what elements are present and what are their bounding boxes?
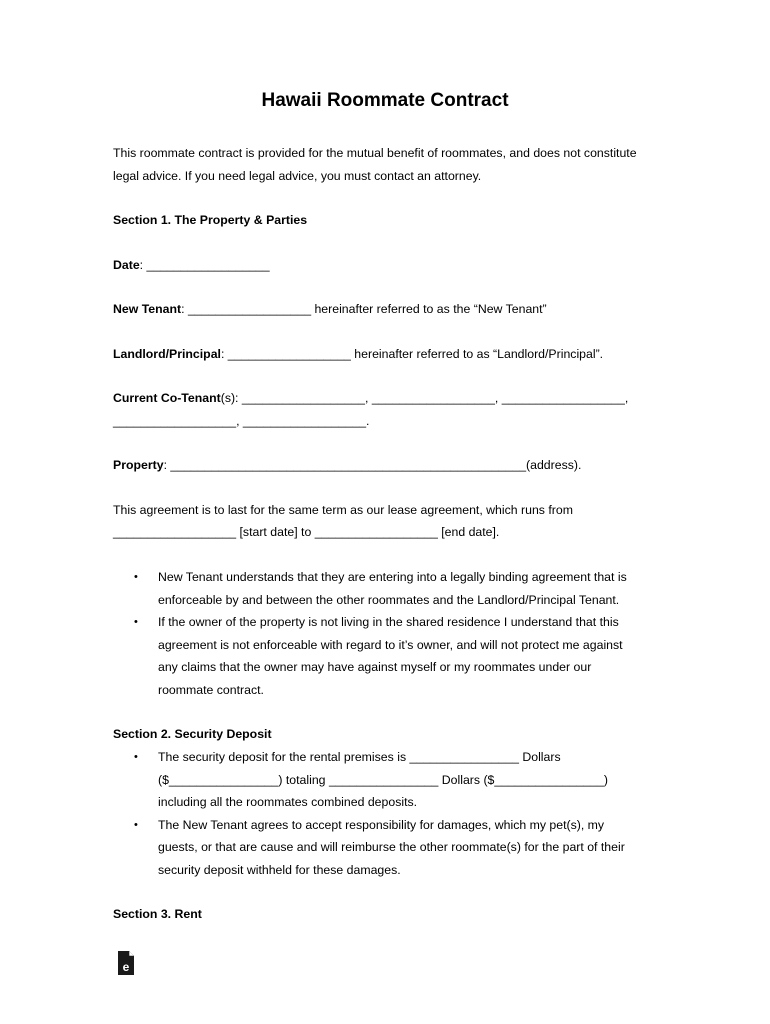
intro-line-2: legal advice. If you need legal advice, you must contact an attorney. (113, 169, 482, 183)
page-fold (129, 951, 134, 956)
bullet-marker: • (134, 571, 138, 583)
new-tenant-blank: : __________________ hereinafter referred to as the “New Tenant” (181, 302, 547, 316)
page-title: Hawaii Roommate Contract (261, 90, 509, 111)
s2-bullet-1-line-3: including all the roommates combined deposits. (158, 795, 418, 809)
term-line-1: This agreement is to last for the same term as our lease agreement, which runs from (113, 503, 573, 517)
bullet-marker: • (134, 751, 138, 763)
s1-bullet-2-line-1: If the owner of the property is not living in the shared residence I understand that this (158, 615, 619, 629)
landlord-field (113, 348, 603, 360)
bullet-marker: • (134, 616, 138, 628)
landlord-label: Landlord/Principal (113, 347, 221, 361)
cotenant-field (113, 392, 628, 404)
property-blank: : ____________________________________________________(address). (163, 458, 582, 472)
s2-bullet-1-line-2: ($________________) totaling ________________ Dollars ($________________) (158, 773, 608, 787)
s2-bullet-2-line-1: The New Tenant agrees to accept responsibility for damages, which my pet(s), my (158, 818, 605, 832)
s2-bullet-2-line-3: security deposit withheld for these damages. (158, 863, 401, 877)
intro-line-1: This roommate contract is provided for the mutual benefit of roommates, and does not constitute (113, 146, 637, 160)
date-field (113, 259, 270, 271)
property-field (113, 459, 581, 471)
date-label: Date (113, 258, 140, 272)
cotenant-blanks: (s): __________________, __________________, __________________, (220, 391, 629, 405)
landlord-blank: : __________________ hereinafter referred to as “Landlord/Principal”. (220, 347, 604, 361)
section-3-heading: Section 3. Rent (113, 907, 202, 921)
cotenant-label: Current Co-Tenant (113, 391, 221, 405)
s2-bullet-2-line-2: guests, or that are cause and will reimburse the other roommate(s) for the part of their (158, 840, 625, 854)
s1-bullet-2-line-3: any claims that the owner may have against myself or my roommates under our (158, 660, 592, 674)
section-1-heading: Section 1. The Property & Parties (113, 213, 308, 227)
logo-letter: e (122, 960, 130, 974)
s1-bullet-1-line-2: enforceable by and between the other roommates and the Landlord/Principal Tenant. (158, 593, 620, 607)
eforms-logo-icon (117, 950, 135, 976)
term-line-2: __________________ [start date] to __________________ [end date]. (113, 525, 500, 539)
new-tenant-field (113, 303, 547, 315)
s2-bullet-1-line-1: The security deposit for the rental premises is ________________ Dollars (158, 750, 561, 764)
s1-bullet-2-line-2: agreement is not enforceable with regard to it’s owner, and will not protect me against (158, 638, 623, 652)
s1-bullet-1-line-1: New Tenant understands that they are entering into a legally binding agreement that is (158, 570, 627, 584)
new-tenant-label: New Tenant (113, 302, 182, 316)
date-blank: : __________________ (139, 258, 270, 272)
s1-bullet-2-line-4: roommate contract. (158, 683, 264, 697)
property-label: Property (113, 458, 164, 472)
section-2-heading: Section 2. Security Deposit (113, 727, 272, 741)
bullet-marker: • (134, 819, 138, 831)
cotenant-line-2: __________________, __________________. (113, 414, 370, 428)
